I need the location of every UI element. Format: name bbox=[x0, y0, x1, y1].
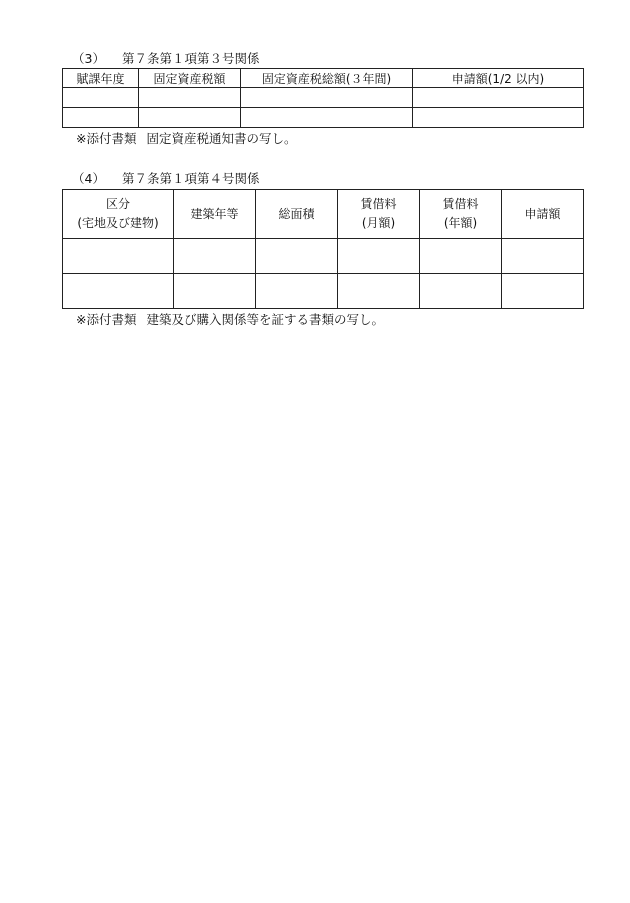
table-cell[interactable] bbox=[420, 274, 502, 309]
table-cell[interactable] bbox=[63, 108, 139, 128]
table-cell[interactable] bbox=[338, 239, 420, 274]
column-header-category-line1: 区分 bbox=[105, 197, 130, 211]
section3-title: 第７条第１項第３号関係 bbox=[122, 51, 260, 66]
section3-note bbox=[76, 132, 297, 146]
table-row bbox=[63, 108, 584, 128]
table-cell[interactable] bbox=[63, 88, 139, 108]
column-header-total-area bbox=[256, 190, 338, 239]
section3-heading bbox=[72, 52, 260, 66]
section3-note-text: 固定資産税通知書の写し。 bbox=[146, 131, 297, 146]
table-header-row bbox=[63, 69, 584, 88]
table-cell[interactable] bbox=[63, 239, 174, 274]
column-header-rent-annual-line1: 賃借料 bbox=[442, 197, 479, 211]
column-header-application-amount-label: 申請額 bbox=[524, 206, 561, 221]
table-header-row bbox=[63, 190, 584, 239]
column-header-tax-year: 賦課年度 bbox=[63, 69, 139, 88]
column-header-property-tax: 固定資産税額 bbox=[139, 69, 241, 88]
column-header-rent-annual bbox=[420, 190, 502, 239]
table-cell[interactable] bbox=[338, 274, 420, 309]
table-cell[interactable] bbox=[502, 274, 584, 309]
column-header-construction-year bbox=[174, 190, 256, 239]
table-cell[interactable] bbox=[502, 239, 584, 274]
column-header-rent-annual-line2: (年額) bbox=[443, 216, 478, 230]
section4-note-text: 建築及び購入関係等を証する書類の写し。 bbox=[146, 312, 384, 327]
table-cell[interactable] bbox=[420, 239, 502, 274]
table-cell[interactable] bbox=[174, 239, 256, 274]
section3-number: （3） bbox=[72, 51, 105, 66]
table-cell[interactable] bbox=[139, 108, 241, 128]
column-header-construction-year-label: 建築年等 bbox=[190, 206, 239, 221]
column-header-rent-monthly-line2: (月額) bbox=[361, 216, 396, 230]
column-header-rent-monthly bbox=[338, 190, 420, 239]
table-row bbox=[63, 88, 584, 108]
table-cell[interactable] bbox=[413, 108, 584, 128]
column-header-category bbox=[63, 190, 174, 239]
column-header-application-amount bbox=[502, 190, 584, 239]
table-cell[interactable] bbox=[256, 274, 338, 309]
section3-table bbox=[62, 68, 584, 128]
section3-note-label: ※添付書類 bbox=[76, 131, 137, 146]
section4-number: （4） bbox=[72, 171, 105, 186]
column-header-application-amount: 申請額(1/2 以内) bbox=[413, 69, 584, 88]
section4-note-label: ※添付書類 bbox=[76, 312, 137, 327]
column-header-total-area-label: 総面積 bbox=[278, 206, 315, 221]
table-cell[interactable] bbox=[256, 239, 338, 274]
table-cell[interactable] bbox=[174, 274, 256, 309]
column-header-category-line2: (宅地及び建物) bbox=[77, 216, 159, 230]
table-cell[interactable] bbox=[139, 88, 241, 108]
table-cell[interactable] bbox=[241, 88, 413, 108]
table-row bbox=[63, 239, 584, 274]
column-header-property-tax-total: 固定資産税総額(３年間) bbox=[241, 69, 413, 88]
column-header-rent-monthly-line1: 賃借料 bbox=[360, 197, 397, 211]
section4-title: 第７条第１項第４号関係 bbox=[122, 171, 260, 186]
table-cell[interactable] bbox=[63, 274, 174, 309]
table-cell[interactable] bbox=[241, 108, 413, 128]
section4-heading bbox=[72, 172, 260, 186]
section4-note bbox=[76, 313, 384, 327]
table-row bbox=[63, 274, 584, 309]
table-cell[interactable] bbox=[413, 88, 584, 108]
section4-table bbox=[62, 189, 584, 309]
